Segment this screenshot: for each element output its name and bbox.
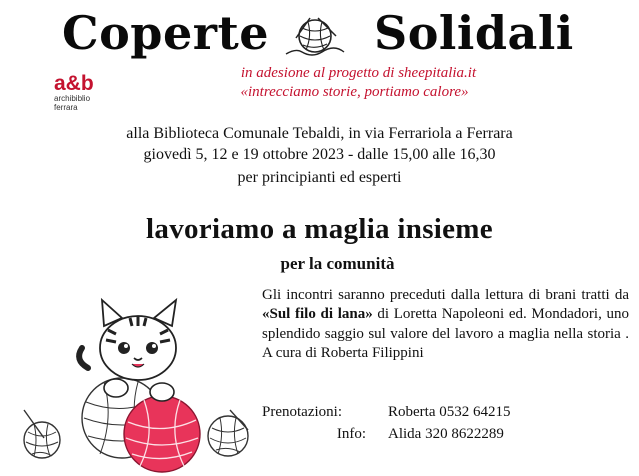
contact-label: Info:	[336, 426, 366, 442]
contact-row-info	[262, 426, 504, 443]
logo-line-2: ferrara	[54, 103, 78, 112]
event-audience: per principianti ed esperti	[237, 169, 402, 186]
project-adesione: in adesione al progetto di sheepitalia.it	[240, 65, 477, 81]
yarn-ball-icon	[282, 14, 348, 60]
event-dates: giovedì 5, 12 e 19 ottobre 2023 - dalle 15,00 alle 16,30	[143, 146, 496, 163]
headline: lavoriamo a maglia insieme	[146, 213, 493, 245]
project-motto: «intrecciamo storie, portiamo calore»	[240, 84, 469, 100]
event-venue: alla Biblioteca Comunale Tebaldi, in via Ferrariola a Ferrara	[126, 125, 513, 142]
contact-value: Alida 320 8622289	[388, 426, 504, 442]
book-title: «Sul filo di lana»	[262, 306, 373, 323]
logo-line-1: archibiblio	[54, 94, 91, 103]
description-rest: di Loretta Napoleoni ed. Mondadori, uno splendido saggio sul valore del lavoro a maglia nella storia . A cura di Roberta Filippini	[262, 306, 630, 361]
subheadline: per la comunità	[280, 254, 395, 273]
title-solidali: Solidali	[374, 6, 574, 60]
cat-with-yarn-icon	[4, 290, 259, 476]
contact-label: Prenotazioni:	[262, 404, 342, 420]
contact-value: Roberta 0532 64215	[388, 404, 511, 420]
description-intro: Gli incontri saranno preceduti dalla lettura di brani tratti da	[262, 287, 629, 303]
logo-mark: a&b	[54, 72, 94, 95]
contact-row-prenotazioni	[262, 404, 510, 421]
title-coperte: Coperte	[62, 6, 269, 60]
event-description	[262, 286, 629, 363]
small-yarn-ball-left	[24, 410, 60, 458]
small-yarn-ball-right	[208, 410, 248, 456]
